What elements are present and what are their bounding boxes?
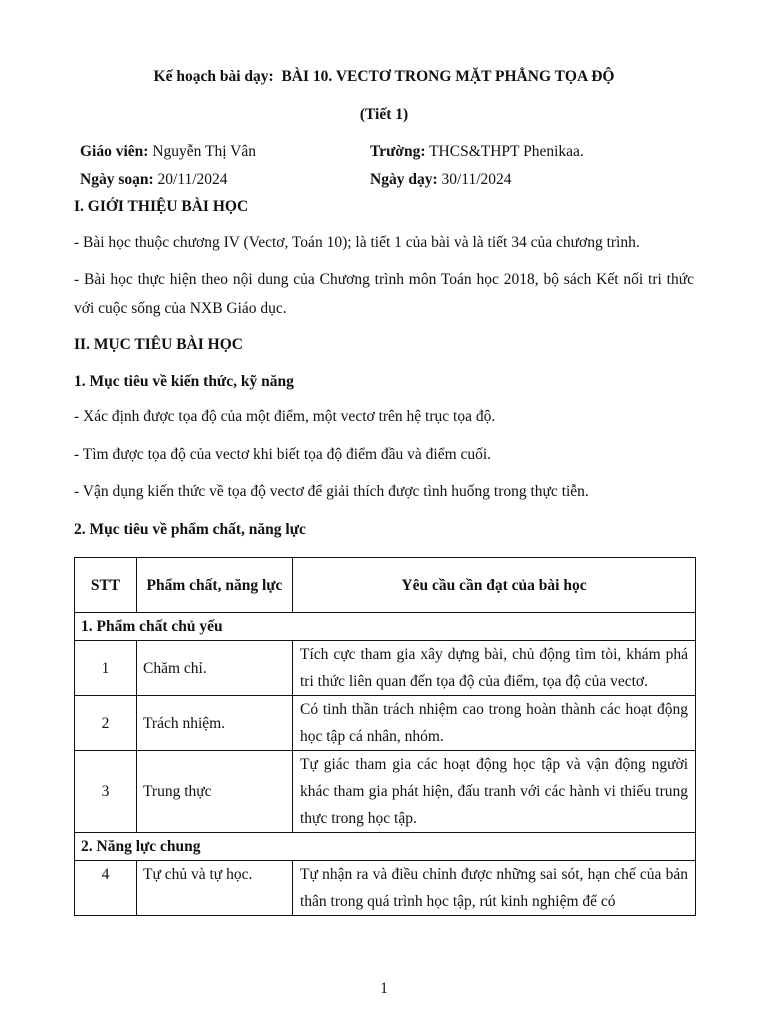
objective-bullet-1: - Xác định được tọa độ của một điểm, một vectơ trên hệ trục tọa độ. [74, 408, 496, 425]
row-stt: 3 [75, 751, 137, 833]
taught-date-label: Ngày dạy: [370, 171, 438, 188]
row-quality: Tự chủ và tự học. [137, 861, 293, 916]
school-info [370, 143, 584, 161]
table-row [75, 751, 696, 833]
subheading-qualities: 2. Mục tiêu về phẩm chất, năng lực [74, 521, 306, 538]
lesson-subtitle: (Tiết 1) [359, 106, 409, 123]
row-stt: 1 [75, 641, 137, 696]
lesson-title [0, 68, 768, 86]
teacher-value: Nguyễn Thị Vân [152, 143, 256, 160]
school-label: Trường: [370, 143, 426, 160]
prepared-date-value: 20/11/2024 [157, 171, 228, 188]
group-label-core-qualities: 1. Phẩm chất chủ yếu [75, 613, 696, 641]
section-heading-intro: I. GIỚI THIỆU BÀI HỌC [74, 198, 249, 215]
prepared-date-info [80, 171, 228, 189]
lesson-title-text: BÀI 10. VECTƠ TRONG MẶT PHẲNG TỌA ĐỘ [281, 68, 615, 85]
table-group-row [75, 613, 696, 641]
table-group-row [75, 833, 696, 861]
table-row [75, 641, 696, 696]
row-quality: Trách nhiệm. [137, 696, 293, 751]
table-row [75, 696, 696, 751]
teacher-info [80, 143, 256, 161]
taught-date-info [370, 171, 512, 189]
row-requirement: Tích cực tham gia xây dựng bài, chủ động tìm tòi, khám phá tri thức liên quan đến tọa độ của điểm, tọa độ của vectơ. [293, 641, 696, 696]
lesson-title-label: Kế hoạch bài dạy: [153, 68, 274, 85]
objective-bullet-2: - Tìm được tọa độ của vectơ khi biết tọa độ điểm đầu và điểm cuối. [74, 446, 492, 463]
row-quality: Chăm chỉ. [137, 641, 293, 696]
section-heading-objectives: II. MỤC TIÊU BÀI HỌC [74, 336, 243, 353]
page-number: 1 [380, 980, 388, 997]
row-quality: Trung thực [137, 751, 293, 833]
row-stt: 2 [75, 696, 137, 751]
table-row [75, 861, 696, 916]
row-requirement: Tự nhận ra và điều chỉnh được những sai sót, hạn chế của bản thân trong quá trình học tập, rút kinh nghiệm để có [293, 861, 696, 916]
row-requirement: Tự giác tham gia các hoạt động học tập và vận động người khác tham gia phát hiện, đấu tranh với các hành vi thiếu trung thực trong học tập. [293, 751, 696, 833]
teacher-label: Giáo viên: [80, 143, 149, 160]
header-requirement: Yêu cầu cần đạt của bài học [293, 558, 696, 613]
header-stt: STT [75, 558, 137, 613]
intro-paragraph-2: - Bài học thực hiện theo nội dung của Chương trình môn Toán học 2018, bộ sách Kết nối tri thức với cuộc sống của NXB Giáo dục. [74, 271, 694, 317]
objective-bullet-3: - Vận dụng kiến thức về tọa độ vectơ để giải thích được tình huống trong thực tiễn. [74, 483, 589, 500]
taught-date-value: 30/11/2024 [441, 171, 512, 188]
school-value: THCS&THPT Phenikaa. [429, 143, 584, 160]
row-stt: 4 [75, 861, 137, 916]
prepared-date-label: Ngày soạn: [80, 171, 154, 188]
group-label-general-competence: 2. Năng lực chung [75, 833, 696, 861]
header-quality: Phẩm chất, năng lực [137, 558, 293, 613]
table-header-row [75, 558, 696, 613]
row-requirement: Có tinh thần trách nhiệm cao trong hoàn thành các hoạt động học tập cá nhân, nhóm. [293, 696, 696, 751]
objectives-table [74, 557, 696, 916]
subheading-knowledge: 1. Mục tiêu về kiến thức, kỹ năng [74, 373, 294, 390]
intro-paragraph-1: - Bài học thuộc chương IV (Vectơ, Toán 10); là tiết 1 của bài và là tiết 34 của chương trình. [74, 234, 640, 251]
